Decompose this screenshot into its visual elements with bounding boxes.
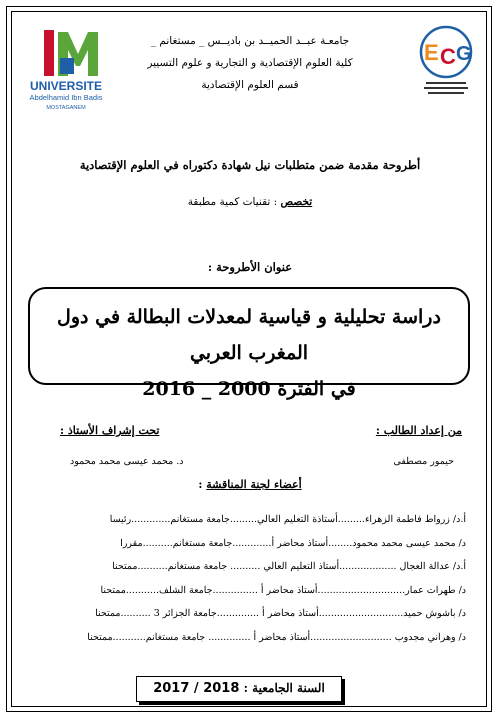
specialty-value: : تقنيات كمية مطبقة: [187, 196, 278, 208]
supervisor-label: تحت إشراف الأستاذ :: [60, 424, 160, 437]
logo-text-city: MOSTAGANEM: [46, 105, 86, 111]
svg-text:G: G: [456, 43, 472, 65]
committee-member: د/ محمد عيسى محمد محمود........أستاذ محاضر أ.............جامعة مستغانم..........مقررا: [120, 537, 466, 549]
university-name: جامعـة عبــد الحميــد بن باديــس _ مستغانم _: [150, 35, 350, 47]
committee-member: د/ وهراني مجدوب ...........................أستاذ محاضر أ .............. جامعة مستغانم...........ممتحنا: [87, 631, 466, 643]
committee-members: [32, 508, 466, 649]
prepared-by-label: من إعداد الطالب :: [375, 424, 462, 437]
logo-text-name: Abdelhamid Ibn Badis: [29, 93, 103, 102]
academic-year-box: [136, 676, 342, 702]
committee-label-colon: :: [198, 478, 207, 491]
committee-member: أ.د/ زرواط فاطمة الزهراء.........أستاذة التعليم العالي.........جامعة مستغانم.............رئيسا: [109, 514, 466, 525]
svg-text:E: E: [424, 40, 439, 65]
student-name: حيمور مصطفى: [393, 456, 454, 467]
academic-year-label: السنة الجامعية :: [243, 681, 325, 695]
svg-text:C: C: [440, 44, 456, 69]
committee-label: [150, 478, 350, 491]
specialty-line: [40, 196, 460, 208]
thesis-type: أطروحة مقدمة ضمن متطلبات نيل شهادة دكتوراه في العلوم الإقتصادية: [79, 158, 421, 172]
committee-member: أ.د/ عدالة العجال ...................أستاذ التعليم العالي .......... جامعة مستغانم..........ممتحنا: [112, 561, 466, 572]
header: [110, 30, 390, 96]
supervisor-name: د. محمد عيسى محمد محمود: [70, 456, 184, 467]
logo-text-universite: UNIVERSITE: [29, 79, 103, 93]
committee-member: د/ باشوش حميد............................أستاذ محاضر أ ..............جامعة الجزائر 3 ..........ممتحنا: [95, 608, 466, 619]
committee-label-text: أعضاء لجنة المناقشة: [206, 478, 302, 491]
title-label: عنوان الأطروحة :: [207, 260, 293, 274]
faculty-logo: [410, 24, 482, 102]
title-line-2: في الفترة 2000 _ 2016: [142, 378, 356, 400]
title-line-1: دراسة تحليلية و قياسية لمعدلات البطالة في دول المغرب العربي: [57, 306, 441, 364]
academic-year-value: 2018 / 2017: [153, 681, 240, 696]
university-logo: [22, 28, 110, 116]
department-name: قسم العلوم الإقتصادية: [201, 79, 299, 91]
thesis-title-box: [28, 287, 470, 400]
faculty-name: كلية العلوم الإقتصادية و التجارية و علوم التسيير: [147, 57, 353, 69]
committee-member: د/ طهرات عمار.............................أستاذ محاضر أ ...............جامعة الشلف...........ممتحنا: [100, 584, 466, 596]
specialty-label: تخصص: [280, 196, 313, 208]
